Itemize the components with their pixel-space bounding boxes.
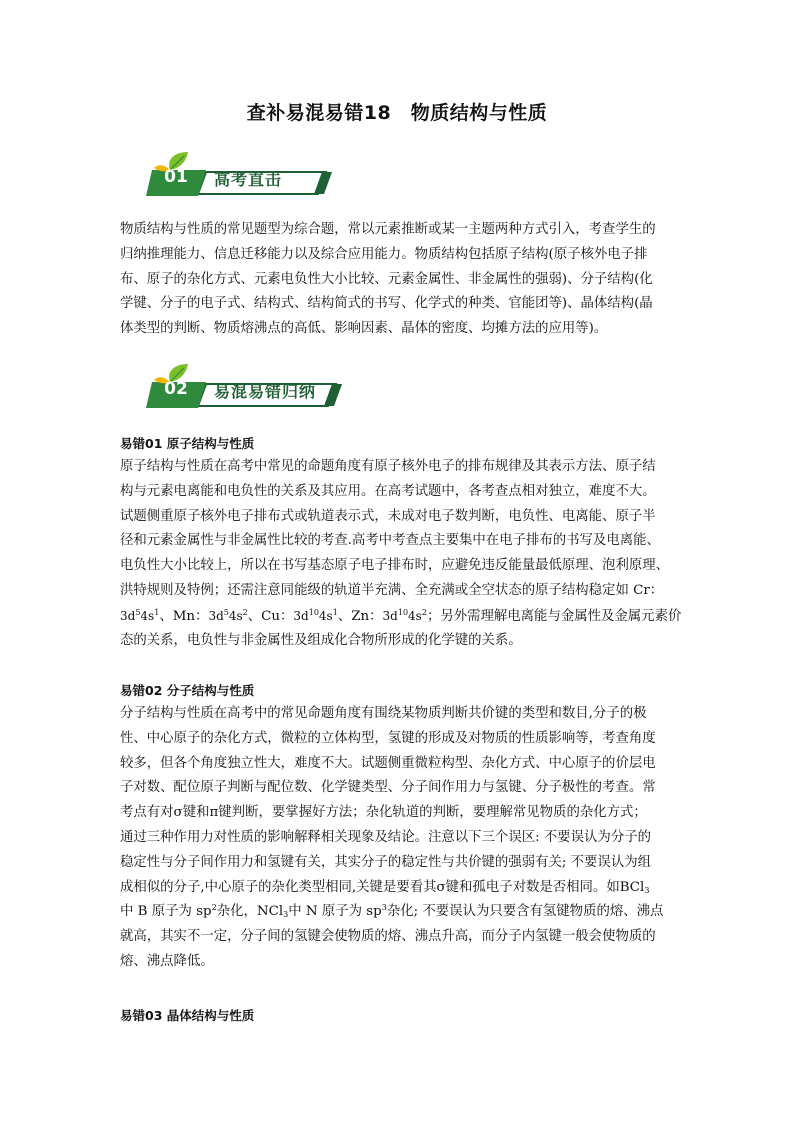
text-line: 态的关系，电负性与非金属性及组成化合物所形成的化学键的关系。: [120, 632, 522, 648]
text-line: 较多，但各个角度独立性大，难度不大。试题侧重微粒构型、杂化方式、中心原子的价层电: [120, 755, 656, 771]
config-sup: 5: [223, 607, 229, 617]
section-badge-01: [146, 150, 336, 198]
text-line: 性、中心原子的杂化方式，微粒的立体构型，氢键的形成及对物质的性质影响等，考查角度: [120, 730, 656, 746]
text-line: 学键、分子的电子式、结构式、结构简式的书写、化学式的种类、官能团等)、晶体结构(晶: [120, 296, 653, 312]
config-text: 4s: [140, 608, 155, 623]
text-line: 通过三种作用力对性质的影响解释相关现象及结论。注意以下三个误区: 不要误认为分子的: [120, 829, 651, 845]
text-line: 构与元素电离能和电负性的关系及其应用。在高考试题中，各考查点相对独立，难度不大。: [120, 483, 656, 499]
superscript: 3: [381, 903, 387, 913]
config-sup: 1: [154, 607, 160, 617]
item-heading: 易错02 分子结构与性质: [120, 683, 255, 698]
config-label: 、Mn：: [159, 608, 209, 624]
item1-paragraph: [120, 455, 682, 653]
item-heading: 易错01 原子结构与性质: [120, 436, 255, 451]
text-line: 体类型的判断、物质熔沸点的高低、影响因素、晶体的密度、均摊方法的应用等)。: [120, 321, 608, 337]
subscript: 3: [283, 910, 289, 920]
config-text: 3d: [293, 608, 309, 623]
section-label: 易混易错归纳: [214, 382, 317, 401]
config-sup: 2: [242, 607, 248, 617]
page-title: 查补易混易错18 物质结构与性质: [246, 102, 548, 124]
text-line: 熔、沸点降低。: [120, 953, 214, 969]
text-segment: 成相似的分子,中心原子的杂化类型相同,关键是要看其σ键和孤电子对数是否相同。如BCl: [120, 879, 645, 895]
text-line: [120, 876, 678, 901]
config-text: 3d: [208, 608, 224, 623]
text-line: 电负性大小比较上，所以在书写基态原子电子排布时，应避免违反能量最低原理、泡利原理、: [120, 558, 670, 574]
item-heading: 易错03 晶体结构与性质: [120, 1008, 255, 1023]
text-line: [120, 900, 678, 925]
section-number: 01: [164, 167, 188, 187]
text-line: 就高，其实不一定，分子间的氢键会使物质的熔、沸点升高，而分子内氢键一般会使物质的: [120, 929, 656, 945]
config-sup: 2: [421, 607, 427, 617]
superscript: 2: [211, 903, 217, 913]
config-text: 3d: [120, 608, 136, 623]
config-label: 、Cu：: [247, 608, 294, 624]
text-line: 分子结构与性质在高考中的常见命题角度有围绕某物质判断共价键的类型和数目,分子的极: [120, 706, 647, 721]
config-sup: 5: [135, 607, 141, 617]
section-number: 02: [164, 379, 188, 399]
electron-config-line: [120, 604, 682, 629]
text-segment: 杂化，NCl: [216, 904, 284, 920]
text-line: 原子结构与性质在高考中常见的命题角度有原子核外电子的排布规律及其表示方法、原子结: [120, 459, 656, 474]
config-text: 4s: [228, 608, 243, 623]
text-line: 稳定性与分子间作用力和氢键有关，其实分子的稳定性与共价键的强弱有关; 不要误认为组: [120, 854, 651, 870]
config-tail: ；另外需理解电离能与金属性及金属元素价: [426, 608, 682, 624]
section-badge-02: [146, 362, 346, 410]
text-line: 布、原子的杂化方式、元素电负性大小比较、元素金属性、非金属性的强弱)、分子结构(化: [120, 271, 653, 287]
item2-paragraph: [120, 702, 678, 975]
config-sup: 10: [397, 607, 409, 617]
section-label: 高考直击: [214, 170, 283, 189]
subscript: 3: [644, 885, 650, 895]
text-line: 归纳推理能力、信息迁移能力以及综合应用能力。物质结构包括原子结构(原子核外电子排: [120, 246, 648, 262]
text-line: 子对数、配位原子判断与配位数、化学键类型、分子间作用力与氢键、分子极性的考查。常: [120, 780, 656, 796]
config-text: 3d: [382, 608, 398, 623]
text-line: 径和元素金属性与非金属性比较的考查.高考中考查点主要集中在电子排布的书写及电离能、: [120, 533, 660, 549]
text-line: 物质结构与性质的常见题型为综合题，常以元素推断或某一主题两种方式引入，考查学生的: [120, 222, 656, 237]
config-sup: 10: [308, 607, 319, 617]
config-label: 、Zn：: [337, 608, 383, 624]
config-text: 4s: [408, 608, 422, 623]
text-line: 试题侧重原子核外电子排布式或轨道表示式，未成对电子数判断，电负性、电离能、原子半: [120, 508, 656, 524]
text-segment: 杂化; 不要误认为只要含有氢键物质的熔、沸点: [386, 904, 664, 920]
text-line: 洪特规则及特例；还需注意同能级的轨道半充满、全充满或全空状态的原子结构稳定如 Cr：: [120, 582, 664, 598]
config-sup: 1: [332, 607, 338, 617]
intro-paragraph: [120, 218, 678, 342]
config-text: 4s: [318, 608, 333, 623]
text-segment: 中 B 原子为 sp: [120, 904, 212, 920]
text-segment: 中 N 原子为 sp: [288, 904, 382, 920]
text-line: 考点有对σ键和π键判断，要掌握好方法；杂化轨道的判断，要理解常见物质的杂化方式；: [120, 805, 647, 821]
